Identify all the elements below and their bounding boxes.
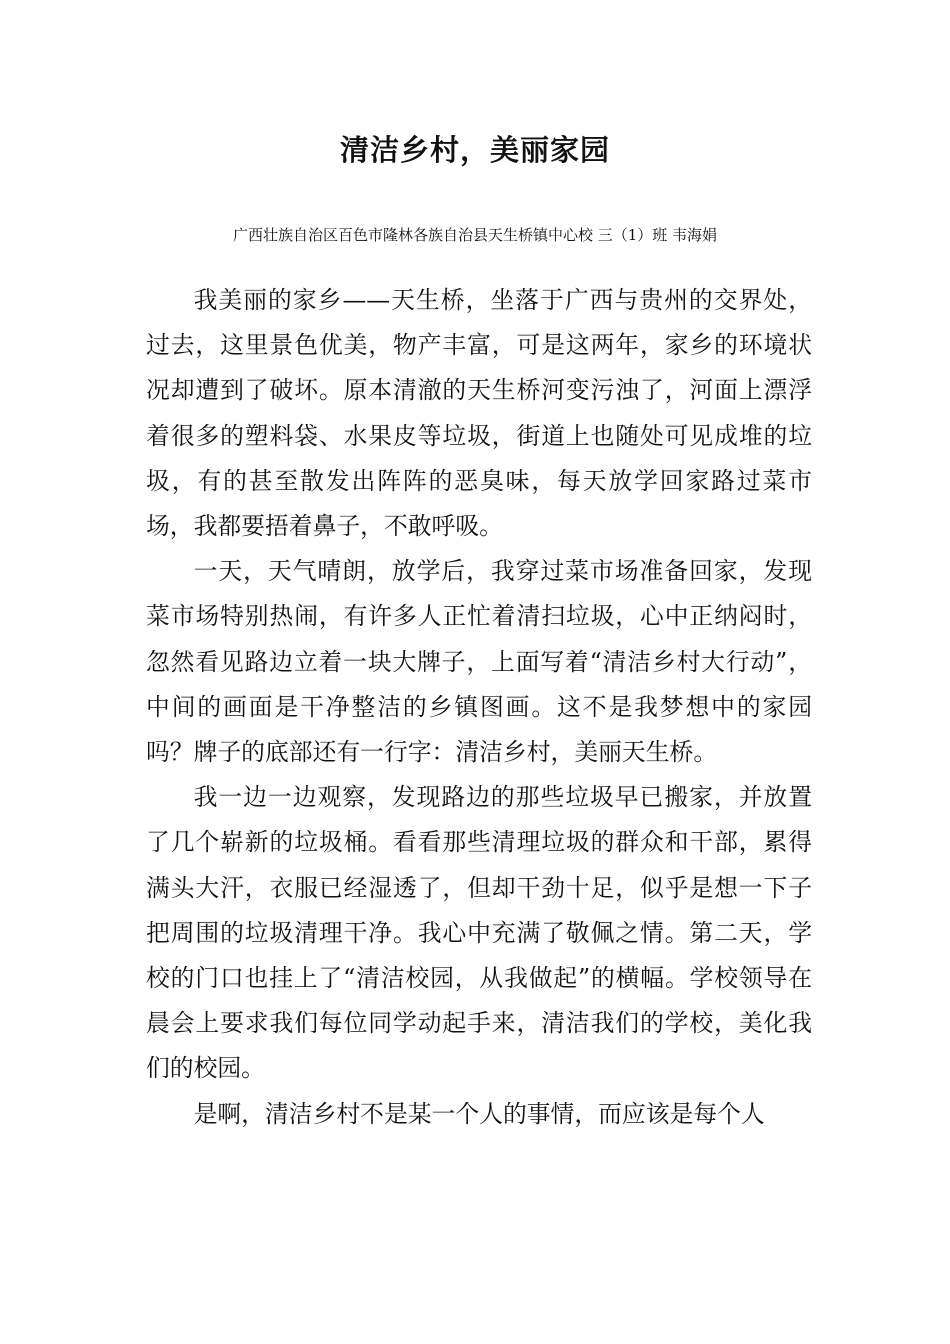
document-body	[146, 278, 812, 1137]
paragraph-1: 我美丽的家乡——天生桥，坐落于广西与贵州的交界处，过去，这里景色优美，物产丰富，可是这两年，家乡的环境状况却遭到了破坏。原本清澈的天生桥河变污浊了，河面上漂浮着很多的塑料袋、水果皮等垃圾，街道上也随处可见成堆的垃圾，有的甚至散发出阵阵的恶臭味，每天放学回家路过菜市场，我都要捂着鼻子，不敢呼吸。	[146, 286, 812, 541]
document-title: 清洁乡村，美丽家园	[339, 133, 610, 167]
paragraph-2: 一天，天气晴朗，放学后，我穿过菜市场准备回家，发现菜市场特别热闹，有许多人正忙着清扫垃圾，心中正纳闷时，忽然看见路边立着一块大牌子，上面写着“清洁乡村大行动”，中间的画面是干净整洁的乡镇图画。这不是我梦想中的家园吗？牌子的底部还有一行字：清洁乡村，美丽天生桥。	[146, 557, 812, 767]
paragraph-3: 我一边一边观察，发现路边的那些垃圾早已搬家，并放置了几个崭新的垃圾桶。看看那些清理垃圾的群众和干部，累得满头大汗，衣服已经湿透了，但却干劲十足，似乎是想一下子把周围的垃圾清理干净。我心中充满了敬佩之情。第二天，学校的门口也挂上了“清洁校园，从我做起”的横幅。学校领导在晨会上要求我们每位同学动起手来，清洁我们的学校，美化我们的校园。	[146, 783, 812, 1083]
author-line: 广西壮族自治区百色市隆林各族自治县天生桥镇中心校 三（1）班 韦海娟	[232, 226, 718, 244]
paragraph-4: 是啊，清洁乡村不是某一个人的事情，而应该是每个人	[193, 1099, 765, 1128]
